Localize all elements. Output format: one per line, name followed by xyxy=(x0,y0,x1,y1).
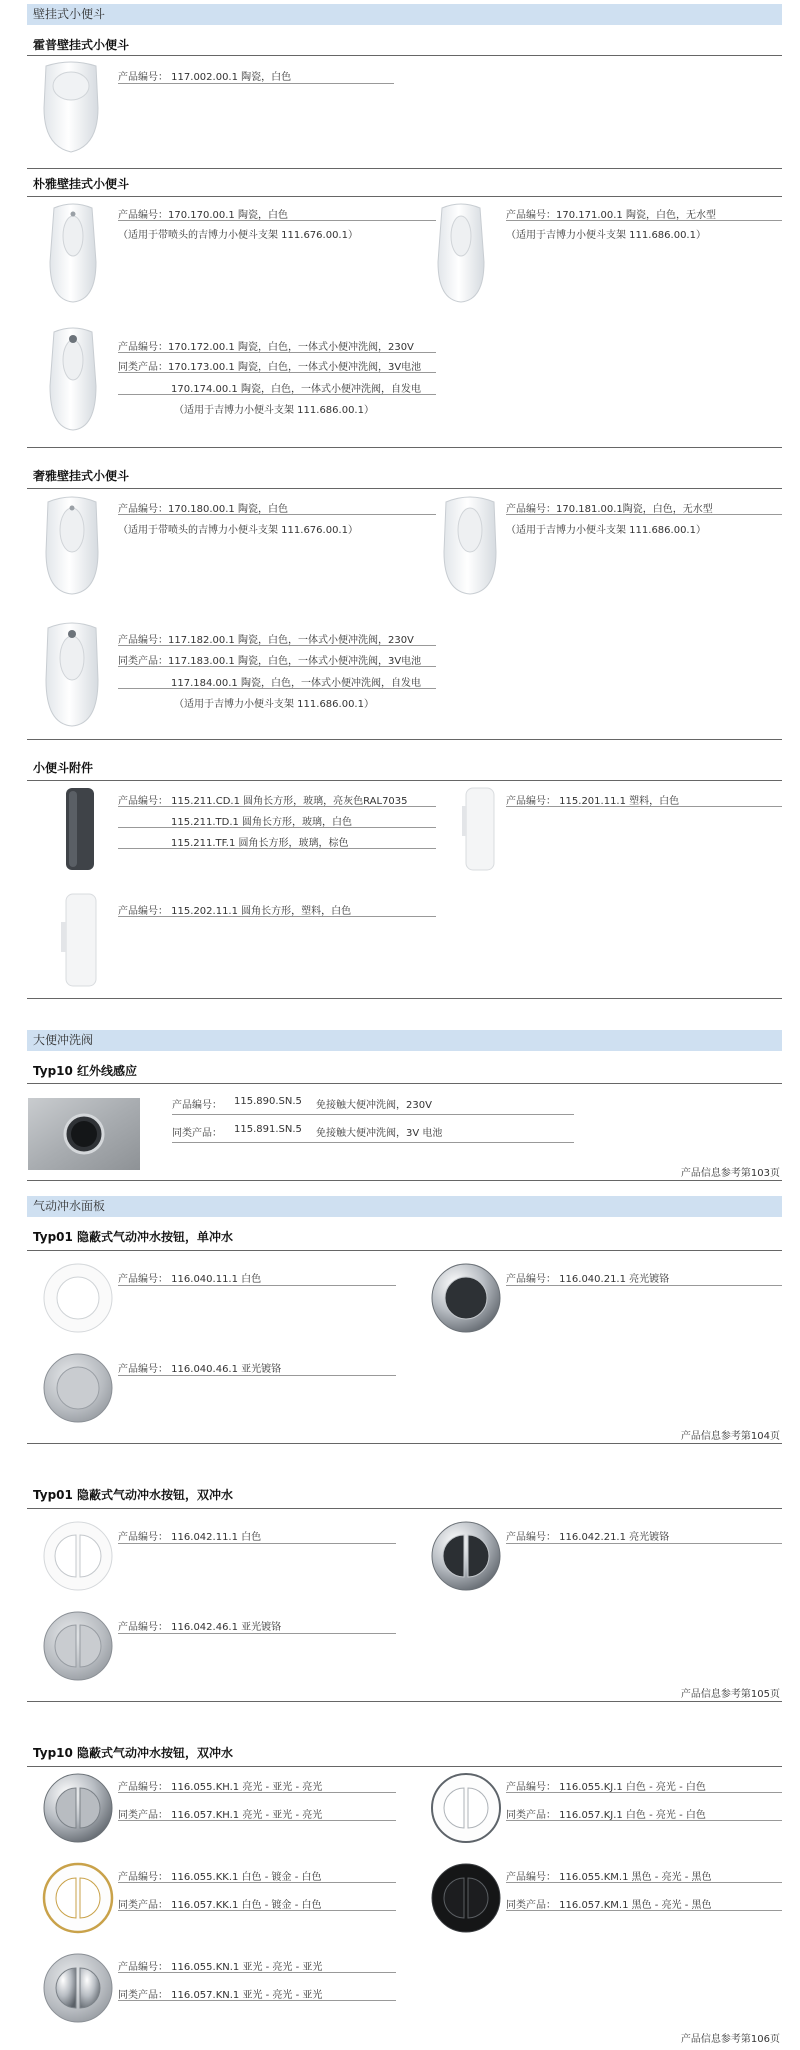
sheya-a-line2: （适用于带喷头的吉博力小便斗支架 111.676.00.1） xyxy=(118,525,358,536)
thin-divider xyxy=(118,806,436,807)
subsection-title-hopp: 霍普壁挂式小便斗 xyxy=(33,38,130,52)
t10d-c2: 同类产品： 116.057.KK.1 白色 - 镀金 - 白色 xyxy=(118,1900,322,1911)
divider xyxy=(27,780,782,781)
button-typ10-kk-image xyxy=(42,1860,114,1936)
divider xyxy=(27,1250,782,1251)
sheya-c-line2: 同类产品：117.183.00.1 陶瓷，白色，一体式小便冲洗阀，3V电池 xyxy=(118,656,422,667)
urinal-sheya-image xyxy=(40,494,104,598)
divider xyxy=(27,739,782,740)
thin-divider xyxy=(118,916,436,917)
thin-divider xyxy=(506,806,782,807)
sheya-b-line2: （适用于吉博力小便斗支架 111.686.00.1） xyxy=(506,525,706,536)
sheya-a-line1: 产品编号：170.180.00.1 陶瓷，白色 xyxy=(118,504,288,515)
subsection-title-accessories: 小便斗附件 xyxy=(33,761,94,775)
thin-divider xyxy=(118,688,436,689)
thin-divider xyxy=(118,352,436,353)
urinal-sheya-sensor-image xyxy=(40,620,104,732)
thin-divider xyxy=(172,1114,574,1115)
urinal-sheya-waterless-image xyxy=(438,494,502,598)
sheya-c-line4: （适用于吉博力小便斗支架 111.686.00.1） xyxy=(174,699,374,710)
t10d-a2: 同类产品： 116.057.KH.1 亮光 - 亚光 - 亮光 xyxy=(118,1810,323,1821)
thin-divider xyxy=(118,1375,396,1376)
puya-c-line1: 产品编号：170.172.00.1 陶瓷，白色，一体式小便冲洗阀，230V xyxy=(118,342,414,353)
thin-divider xyxy=(118,2000,396,2001)
thin-divider xyxy=(506,1882,782,1883)
puya-c-line3: 170.174.00.1 陶瓷，白色，一体式小便冲洗阀，自发电 xyxy=(171,384,421,395)
puya-b-line1: 产品编号：170.171.00.1 陶瓷，白色，无水型 xyxy=(506,210,716,221)
divider xyxy=(27,55,782,56)
t01s-b: 产品编号： 116.040.21.1 亮光镀铬 xyxy=(506,1274,670,1285)
urinal-puya-sensor-image xyxy=(44,326,102,438)
thin-divider xyxy=(118,372,436,373)
thin-divider xyxy=(118,1633,396,1634)
divider xyxy=(27,488,782,489)
t01s-c: 产品编号： 116.040.46.1 亚光镀铬 xyxy=(118,1364,282,1375)
thin-divider xyxy=(506,220,782,221)
thin-divider xyxy=(118,514,436,515)
sheya-c-line1: 产品编号：117.182.00.1 陶瓷，白色，一体式小便冲洗阀，230V xyxy=(118,635,414,646)
puya-c-line2: 同类产品：170.173.00.1 陶瓷，白色，一体式小便冲洗阀，3V电池 xyxy=(118,362,422,373)
hopp-product-line: 产品编号： 117.002.00.1 陶瓷，白色 xyxy=(118,72,292,83)
t10d-c1: 产品编号： 116.055.KK.1 白色 - 镀金 - 白色 xyxy=(118,1872,322,1883)
thin-divider xyxy=(506,1285,782,1286)
section-header-wall-urinals: 壁挂式小便斗 xyxy=(27,4,782,25)
thin-divider xyxy=(118,1882,396,1883)
acc-a-line2: 115.211.TD.1 圆角长方形，玻璃，白色 xyxy=(171,817,353,828)
acc-c-line1: 产品编号： 115.202.11.1 圆角长方形，塑料，白色 xyxy=(118,906,352,917)
button-matte-chrome-single-image xyxy=(42,1352,114,1424)
urinal-hopp-image xyxy=(40,60,102,156)
t01d-a: 产品编号： 116.042.11.1 白色 xyxy=(118,1532,262,1543)
t01s-a: 产品编号： 116.040.11.1 白色 xyxy=(118,1274,262,1285)
divider xyxy=(27,1766,782,1767)
t10d-a1: 产品编号： 116.055.KH.1 亮光 - 亚光 - 亮光 xyxy=(118,1782,323,1793)
sheya-c-line3: 117.184.00.1 陶瓷，白色，一体式小便冲洗阀，自发电 xyxy=(171,678,421,689)
divider xyxy=(27,1701,782,1702)
acc-a-line3: 115.211.TF.1 圆角长方形，玻璃，棕色 xyxy=(171,838,349,849)
thin-divider xyxy=(118,848,436,849)
subsection-title-sheya: 奢雅壁挂式小便斗 xyxy=(33,469,130,483)
puya-a-line2: （适用于带喷头的吉博力小便斗支架 111.676.00.1） xyxy=(118,230,358,241)
button-white-dual-image xyxy=(42,1520,114,1592)
thin-divider xyxy=(118,1543,396,1544)
divider xyxy=(27,1443,782,1444)
t10d-b1: 产品编号： 116.055.KJ.1 白色 - 亮光 - 白色 xyxy=(506,1782,706,1793)
divider-panel-glass-image xyxy=(62,786,98,872)
divider xyxy=(27,998,782,999)
typ10ir-r2-label: 同类产品： xyxy=(172,1128,222,1139)
button-matte-chrome-dual-image xyxy=(42,1610,114,1682)
divider xyxy=(27,196,782,197)
thin-divider xyxy=(506,1792,782,1793)
thin-divider xyxy=(118,666,436,667)
thin-divider xyxy=(118,827,436,828)
t10d-b2: 同类产品： 116.057.KJ.1 白色 - 亮光 - 白色 xyxy=(506,1810,706,1821)
thin-divider xyxy=(506,1543,782,1544)
acc-b-line1: 产品编号： 115.201.11.1 塑料，白色 xyxy=(506,796,680,807)
section-header-flush-valves: 大便冲洗阀 xyxy=(27,1030,782,1051)
thin-divider xyxy=(118,1285,396,1286)
divider-panel-plastic-image xyxy=(458,786,498,872)
divider xyxy=(27,447,782,448)
thin-divider xyxy=(118,645,436,646)
typ10ir-r2-desc: 免接触大便冲洗阀，3V 电池 xyxy=(316,1128,443,1139)
page-reference: 产品信息参考第103页 xyxy=(680,1168,780,1179)
button-typ10-kj-image xyxy=(430,1770,502,1846)
thin-divider xyxy=(118,1972,396,1973)
thin-divider xyxy=(118,1792,396,1793)
divider xyxy=(27,1180,782,1181)
page-reference: 产品信息参考第105页 xyxy=(680,1689,780,1700)
typ10ir-r2-code: 115.891.SN.5 xyxy=(234,1124,302,1135)
puya-c-line4: （适用于吉博力小便斗支架 111.686.00.1） xyxy=(174,405,374,416)
button-gloss-chrome-dual-image xyxy=(430,1520,502,1592)
urinal-puya-waterless-image xyxy=(432,202,490,306)
button-typ10-km-image xyxy=(430,1860,502,1936)
thin-divider xyxy=(118,220,436,221)
typ10ir-r1-desc: 免接触大便冲洗阀，230V xyxy=(316,1100,432,1111)
divider-panel-plastic-large-image xyxy=(58,892,98,988)
acc-a-line1: 产品编号： 115.211.CD.1 圆角长方形，玻璃，亮灰色RAL7035 xyxy=(118,796,408,807)
button-typ10-kn-image xyxy=(42,1950,114,2026)
typ10-ir-flush-plate-image xyxy=(28,1098,140,1170)
divider xyxy=(27,1083,782,1084)
thin-divider xyxy=(118,1910,396,1911)
divider xyxy=(27,168,782,169)
subsection-title-puya: 朴雅壁挂式小便斗 xyxy=(33,177,130,191)
t01d-b: 产品编号： 116.042.21.1 亮光镀铬 xyxy=(506,1532,670,1543)
t01d-c: 产品编号： 116.042.46.1 亚光镀铬 xyxy=(118,1622,282,1633)
thin-divider xyxy=(506,1820,782,1821)
t10d-d1: 产品编号： 116.055.KM.1 黑色 - 亮光 - 黑色 xyxy=(506,1872,712,1883)
thin-divider xyxy=(506,1910,782,1911)
thin-divider xyxy=(118,394,436,395)
puya-a-line1: 产品编号：170.170.00.1 陶瓷，白色 xyxy=(118,210,288,221)
typ10ir-r1-label: 产品编号： xyxy=(172,1100,222,1111)
section-header-pneumatic-plates: 气动冲水面板 xyxy=(27,1196,782,1217)
subsection-title-typ10-ir: Typ10 红外线感应 xyxy=(33,1064,138,1078)
subsection-title-typ10-dual: Typ10 隐蔽式气动冲水按钮，双冲水 xyxy=(33,1746,234,1760)
button-typ10-kh-image xyxy=(42,1770,114,1846)
urinal-puya-image xyxy=(44,202,102,306)
thin-divider xyxy=(506,514,782,515)
thin-divider xyxy=(118,1820,396,1821)
t10d-e2: 同类产品： 116.057.KN.1 亚光 - 亮光 - 亚光 xyxy=(118,1990,323,2001)
page-reference: 产品信息参考第106页 xyxy=(680,2034,780,2045)
thin-divider xyxy=(118,83,394,84)
subsection-title-typ01-dual: Typ01 隐蔽式气动冲水按钮，双冲水 xyxy=(33,1488,234,1502)
divider xyxy=(27,1508,782,1509)
page-reference: 产品信息参考第104页 xyxy=(680,1431,780,1442)
button-gloss-chrome-single-image xyxy=(430,1262,502,1334)
sheya-b-line1: 产品编号：170.181.00.1陶瓷，白色，无水型 xyxy=(506,504,713,515)
puya-b-line2: （适用于吉博力小便斗支架 111.686.00.1） xyxy=(506,230,706,241)
t10d-e1: 产品编号： 116.055.KN.1 亚光 - 亮光 - 亚光 xyxy=(118,1962,323,1973)
thin-divider xyxy=(172,1142,574,1143)
t10d-d2: 同类产品： 116.057.KM.1 黑色 - 亮光 - 黑色 xyxy=(506,1900,712,1911)
subsection-title-typ01-single: Typ01 隐蔽式气动冲水按钮，单冲水 xyxy=(33,1230,234,1244)
typ10ir-r1-code: 115.890.SN.5 xyxy=(234,1096,302,1107)
button-white-single-image xyxy=(42,1262,114,1334)
